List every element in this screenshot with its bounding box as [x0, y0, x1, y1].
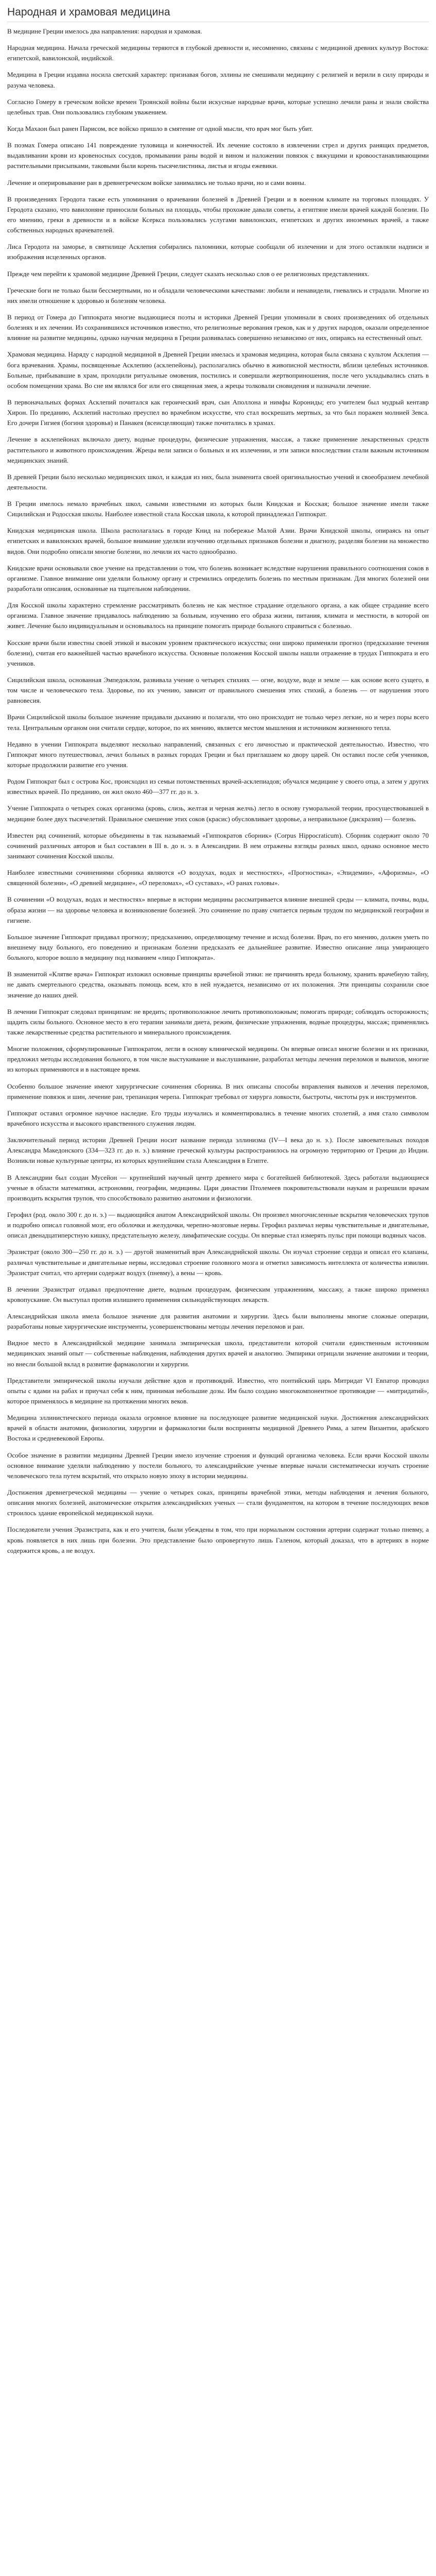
- article-paragraph: Недавно в учении Гиппократа выделяют несколько направлений, связанных с его личностью и практической деятельностью. Известно, что Гиппократ много путешествовал, лечил больных в разных городах Греции и был приглашаем ко двору царей. Он оставил после себя учеников, которые продолжили развитие его учения.: [7, 740, 429, 769]
- article-body: [7, 26, 429, 1556]
- article-paragraph: Лечение и оперировывание ран в древнегреческом войске занимались не только врачи, но и сами воины.: [7, 178, 306, 187]
- article-paragraph: Последователи учения Эразистрата, как и его учителя, были убеждены в том, что при нормальном состоянии артерии содержат только пневму, а кровь появляется в них лишь при болезни. Это представление было опровергнуто лишь Галеном, который доказал, что в артериях в норме содержится кровь, а не воздух.: [7, 1526, 429, 1554]
- page-title: Народная и храмовая медицина: [7, 6, 429, 22]
- article-paragraph: Для Косской школы характерно стремление рассматривать болезнь не как местное страдание отдельного органа, а как общее страдание всего организма. Главное значение придавалось наблюдению за больным, изучению его образа жизни, питания, климата и местности, в которой он живет. Лечение было индивидуальным и основывалось на принципе помогать природе больного справиться с болезнью.: [7, 601, 429, 630]
- article-paragraph: В Греции имелось немало врачебных школ, самыми известными из которых были Книдская и Косская; большое значение имели также Сицилийская и Родосская школы. Наиболее известной стала Косская школа, к которой принадлежал Гиппократ.: [7, 500, 429, 518]
- article-paragraph: Многие положения, сформулированные Гиппократом, легли в основу клинической медицины. Он впервые описал многие болезни и их признаки, предложил методы исследования больного, в том числе выстукивание и выслушивание, разработал методы лечения переломов и вывихов, многие из которых применяются и в настоящее время.: [7, 1045, 429, 1074]
- article-paragraph: Прежде чем перейти к храмовой медицине Древней Греции, следует сказать несколько слов о ее религиозных представлениях.: [7, 269, 370, 278]
- article-paragraph: В древней Греции было несколько медицинских школ, и каждая из них, была знаменита своей оригинальностью учений и своеобразием лечебной деятельности.: [7, 472, 429, 491]
- article-paragraph: Лечение в асклепейонах включало диету, водные процедуры, физические упражнения, массаж, а также применение лекарственных средств растительного и животного происхождения. Жрецы вели записи о больных и их излечении, и эти записи впоследствии стали важным источником медицинских знаний.: [7, 435, 429, 464]
- article-paragraph: В знаменитой «Клятве врача» Гиппократ изложил основные принципы врачебной этики: не причинять вреда больному, хранить врачебную тайну, не давать смертельного средства, оказывать помощь всем, кто в ней нуждается, независимо от их положения. Эти принципы сохранили свое значение до наших дней.: [7, 970, 429, 999]
- article-paragraph: Лиса Геродота на заморье, в святилище Асклепия собирались паломники, которые сообщали об излечении и для этого оставляли надписи и изображения исцеленных органов.: [7, 243, 429, 261]
- article-paragraph: В период от Гомера до Гиппократа многие выдающиеся поэты и историки Древней Греции упоминали в своих произведениях об отдельных болезнях и их лечении. Из сохранившихся источников известно, что религиозные верования греков, как и у других народов, оказали определенное влияние на развитие медицины, однако научная медицина в Греции развивалась совершенно независимо от них, опираясь на естественный опыт.: [7, 313, 429, 342]
- article-paragraph: Медицина в Греции издавна носила светский характер: признавая богов, эллины не смешивали медицину с религией и верили в силу природы и разума человека.: [7, 71, 429, 89]
- article-paragraph: В поэмах Гомера описано 141 повреждение туловища и конечностей. Их лечение состояло в извлечении стрел и других ранящих предметов, выдавливании крови из кровеносных сосудов, промывании раны водой и вином и наложении повязок с вяжущими и кровоостанавливающими растительными присыпками, таковыми были корень тысячелистника, листья и ягоды ежевики.: [7, 141, 429, 170]
- article-paragraph: Герофил (род. около 300 г. до н. э.) — выдающийся анатом Александрийской школы. Он произвел многочисленные вскрытия человеческих трупов и подробно описал головной мозг, его оболочки и желудочки, черепно-мозговые нервы. Герофил различал нервы чувствительные и двигательные, описал двенадцатиперстную кишку, предстательную железу, лимфатические сосуды. Он впервые стал измерять пульс при помощи водяных часов.: [7, 1210, 429, 1240]
- article-paragraph: Особенно большое значение имеют хирургические сочинения сборника. В них описаны способы вправления вывихов и лечения переломов, применение повязок и шин, лечение ран, трепанация черепа. Гиппократ требовал от хирурга ловкости, быстроты, чистоты рук и инструментов.: [7, 1082, 429, 1100]
- article-paragraph: Представители эмпирической школы изучали действие ядов и противоядий. Известно, что понтийский царь Митридат VI Евпатор проводил опыты с ядами на рабах и приучал себя к ним, принимая небольшие дозы. Им было создано многокомпонентное противоядие — «митридатий», которое применялось в медицине на протяжении многих веков.: [7, 1376, 429, 1405]
- article-paragraph: Медицина эллинистического периода оказала огромное влияние на последующее развитие медицинской науки. Достижения александрийских врачей в области анатомии, физиологии, хирургии и фармакологии были восприняты медициной Древнего Рима, а затем Византии, арабского Востока и средневековой Европы.: [7, 1414, 429, 1443]
- article-paragraph: Большое значение Гиппократ придавал прогнозу; предсказанию, определяющему течение и исход болезни. Врач, по его мнению, должен уметь по внешнему виду больного, его поведению и признакам болезни предсказать ее дальнейшее развитие. Известно описание лица умирающего больного, которое вошло в медицину под названием «лицо Гиппократа».: [7, 933, 429, 962]
- article-paragraph: В лечении Эразистрат отдавал предпочтение диете, водным процедурам, физическим упражнениям, массажу, а также широко применял кровопускание. Он выступал против излишнего применения сильнодействующих лекарств.: [7, 1285, 429, 1303]
- article-paragraph: Родом Гиппократ был с острова Кос, происходил из семьи потомственных врачей-асклепиадов; обучался медицине у своего отца, а затем у других известных врачей. По преданию, он жил около 460—377 гг. до н. э.: [7, 777, 429, 796]
- article-paragraph: В произведениях Геродота также есть упоминания о врачевании болезней в Древней Греции и в военном климате на торговых площадях. У Геродота сказано, что вавилоняне приносили больных на площадь, чтобы прохожие давали советы, а египтяне имели врачей каждой болезни. По его мнению, греки в древности и в войске Ксеркса пользовались услугами вавилонских, египетских и других иноземных врачей, а также собственных народных врачевателей.: [7, 195, 429, 234]
- article-paragraph: Книдские врачи основывали свое учение на представлении о том, что болезнь возникает вследствие нарушения правильного соотношения соков в организме. Главное внимание они уделяли больному органу и стремились определить болезнь по местным признакам. Для многих болезней они разработали описания, основанные на тщательном наблюдении.: [7, 564, 429, 593]
- article-paragraph: В медицине Греции имелось два направления: народная и храмовая.: [7, 27, 202, 35]
- article-paragraph: Народная медицина. Начала греческой медицины теряются в глубокой древности и, несомненно, связаны с медициной древних культур Востока: египетской, вавилонской, индийской.: [7, 44, 429, 62]
- article-paragraph: Учение Гиппократа о четырех соках организма (кровь, слизь, желтая и черная желчь) легло в основу гуморальной теории, просуществовавшей в медицине более двух тысячелетий. Правильное смешение этих соков (красис) обусловливает здоровье, а неправильное (дискразия) — болезнь.: [7, 804, 429, 823]
- article-paragraph: Эразистрат (около 300—250 гг. до н. э.) — другой знаменитый врач Александрийской школы. Он изучал строение сердца и описал его клапаны, различал чувствительные и двигательные нервы, исследовал строение головного мозга и отметил зависимость интеллекта от количества извилин. Эразистрат считал, что артерии содержат воздух (пневму), а вены — кровь.: [7, 1248, 429, 1277]
- article-paragraph: Врачи Сицилийской школы большое значение придавали дыханию и полагали, что оно происходит не только через легкие, но и через поры всего тела. Центральным органом они считали сердце, которое, по их мнению, является местом мышления и источником жизненного тепла.: [7, 713, 429, 732]
- article-paragraph: Наиболее известными сочинениями сборника являются «О воздухах, водах и местностях», «Прогностика», «Эпидемии», «Афоризмы», «О священной болезни», «О древней медицине», «О переломах», «О суставах», «О ранах головы».: [7, 869, 429, 887]
- article-page: [7, 0, 429, 1578]
- article-paragraph: Достижения древнегреческой медицины — учение о четырех соках, принципы врачебной этики, методы наблюдения и лечения больного, описания многих болезней, анатомические открытия александрийских ученых — стали фундаментом, на котором в течение последующих веков строилось здание европейской медицинской науки.: [7, 1488, 429, 1517]
- article-paragraph: В лечении Гиппократ следовал принципам: не вредить; противоположное лечить противоположным; помогать природе; соблюдать осторожность; щадить силы больного. Основное место в его терапии занимали диета, режим, физические упражнения, водные процедуры, массаж; применялись также лекарственные средства растительного и минерального происхождения.: [7, 1007, 429, 1036]
- article-paragraph: Заключительный период истории Древней Греции носит название периода эллинизма (IV—I века до н. э.). После завоевательных походов Александра Македонского (334—323 гг. до н. э.) влияние греческой культуры распространилось на огромную территорию от Греции до Индии. Возникли новые культурные центры, из которых крупнейшим стала Александрия в Египте.: [7, 1136, 429, 1165]
- article-paragraph: Сицилийская школа, основанная Эмпедоклом, развивала учение о четырех стихиях — огне, воздухе, воде и земле — как основе всего сущего, в том числе и человеческого тела. Здоровье, по их учению, зависит от правильного смешения этих стихий, а болезнь — от нарушения этого равновесия.: [7, 676, 429, 705]
- article-paragraph: Видное место в Александрийской медицине занимала эмпирическая школа, представители которой считали единственным источником медицинских знаний опыт — собственные наблюдения, наблюдения других врачей и аналогию. Эмпирики отрицали значение анатомии и теории, но внесли большой вклад в развитие фармакологии и хирургии.: [7, 1339, 429, 1368]
- article-paragraph: Косские врачи были известны своей этикой и высоким уровнем практического искусства; они широко применяли прогноз (предсказание течения болезни), считая его важнейшей частью врачебного искусства. Основные положения Косской школы нашли отражение в трудах Гиппократа и его учеников.: [7, 638, 429, 667]
- article-paragraph: Александрийская школа имела большое значение для развития анатомии и хирургии. Здесь были выполнены многие сложные операции, разработаны новые хирургические инструменты, усовершенствованы методы лечения переломов и ран.: [7, 1312, 429, 1331]
- article-paragraph: В сочинении «О воздухах, водах и местностях» впервые в истории медицины рассматривается влияние внешней среды — климата, почвы, воды, образа жизни — на здоровье человека и возникновение болезней. Это сочинение по праву считается первым трудом по медицинской географии и гигиене.: [7, 895, 429, 924]
- article-paragraph: Книдская медицинская школа. Школа располагалась в городе Книд на побережье Малой Азии. Врачи Книдской школы, опираясь на опыт египетских и вавилонских врачей, большое внимание уделяли изучению отдельных признаков болезни и диагнозу, разделяя болезни на множество видов. Они подробно описали многие болезни, но лечили их часто однообразно.: [7, 527, 429, 555]
- article-paragraph: Храмовая медицина. Наряду с народной медициной в Древней Греции имелась и храмовая медицина, которая была связана с культом Асклепия — бога врачевания. Храмы, посвященные Асклепию (асклепейоны), располагались обычно в живописной местности, вблизи целебных источников. Больные, прибывавшие в храм, проходили ритуальные омовения, постились и совершали жертвоприношения, после чего укладывались спать в особом помещении храма. Во сне им являлся бог или его священная змея, а жрецы толковали сновидения и назначали лечение.: [7, 350, 429, 389]
- article-paragraph: Согласно Гомеру в греческом войске времен Троянской войны были искусные народные врачи, которые успешно лечили раны и знали свойства целебных трав. Они пользовались глубоким уважением.: [7, 97, 429, 116]
- article-paragraph: В первоначальных формах Асклепий почитался как героический врач, сын Аполлона и нимфы Корониды; его учителем был мудрый кентавр Хирон. По преданию, Асклепий настолько преуспел во врачебном искусстве, что стал воскрешать мертвых, за что был поражен молнией Зевса. Его дочери Гигиея (богиня здоровья) и Панакея (всеисцеляющая) также почитались в храмах.: [7, 398, 429, 427]
- article-paragraph: Гиппократ оставил огромное научное наследие. Его труды изучались и комментировались в течение многих столетий, а имя стало символом врачебного искусства и высокого нравственного служения людям.: [7, 1109, 429, 1127]
- article-paragraph: Когда Махаон был ранен Парисом, все войско пришло в смятение от одной мысли, что врач мог быть убит.: [7, 124, 313, 132]
- article-paragraph: Греческие боги не только были бессмертными, но и обладали человеческими качествами: любили и ненавидели, гневались и страдали. Многие из них имели отношение к здоровью и болезням человека.: [7, 286, 429, 304]
- article-paragraph: Особое значение в развитии медицины Древней Греции имело изучение строения и функций организма человека. Если врачи Косской школы основное внимание уделяли наблюдению у постели больного, то александрийские ученые впервые начали систематически изучать строение человеческого тела путем вскрытий, что открыло новую эпоху в истории медицины.: [7, 1451, 429, 1480]
- article-paragraph: Известен ряд сочинений, которые объединены в так называемый «Гиппократов сборник» (Corpus Hippocraticum). Сборник содержит около 70 сочинений различных авторов и был составлен в III в. до н. э. в Александрии. В нем отражены взгляды разных школ, однако основное место занимают сочинения Косской школы.: [7, 831, 429, 860]
- article-paragraph: В Александрии был создан Мусейон — крупнейший научный центр древнего мира с богатейшей библиотекой. Здесь работали выдающиеся ученые в области математики, астрономии, географии, медицины. Цари династии Птолемеев покровительствовали наукам и разрешили врачам производить вскрытия трупов, что способствовало развитию анатомии и физиологии.: [7, 1173, 429, 1202]
